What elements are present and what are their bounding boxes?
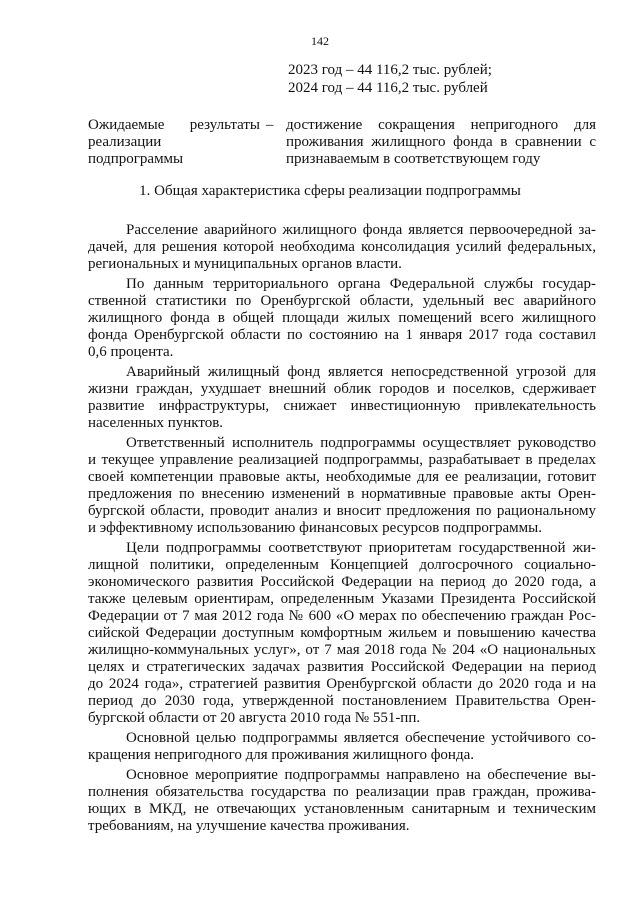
paragraph-line: Аварийный жилищный фонд является непосредственной угрозой для (126, 364, 596, 380)
paragraph-line: предложения по внесению изменений в нормативные правовые акты Орен- (88, 486, 596, 502)
expected-results-label (88, 117, 260, 168)
paragraph (88, 364, 596, 432)
paragraph-line: также целевым ориентирам, определенным Указами Президента Российской (88, 591, 596, 607)
paragraph-line: до 2024 года», стратегией развития Оренбургской области до 2020 года и на (88, 676, 596, 692)
paragraph-line: Основное мероприятие подпрограммы направлено на обеспечение вы- (126, 767, 596, 783)
paragraph-line: Расселение аварийного жилищного фонда является первоочередной за- (126, 222, 596, 238)
funding-line-2023: 2023 год – 44 116,2 тыс. рублей; (288, 62, 492, 78)
paragraph-line: населенных пунктов. (88, 415, 224, 431)
expected-results-dash: – (266, 117, 274, 133)
paragraph (88, 435, 596, 537)
paragraph (88, 222, 596, 273)
expected-results-value-line: признаваемым в соответствующем году (286, 151, 541, 167)
paragraph-line: жилищно-коммунальных услуг», от 7 мая 2018 года № 204 «О национальных (88, 642, 596, 658)
paragraph-line: жилищного фонда в общей площади жилых помещений всего жилищного (88, 310, 596, 326)
paragraph-line: дачей, для решения которой необходима консолидация усилий федеральных, (88, 239, 596, 255)
paragraph-line: полнения обязательства государства по реализации прав граждан, прожива- (88, 784, 596, 800)
expected-results-value-line: проживания жилищного фонда в сравнении с (286, 134, 596, 150)
paragraph-line: региональных и муниципальных органов власти. (88, 256, 402, 272)
paragraph-line: лищной политики, определенным Концепцией долгосрочного социально- (88, 557, 596, 573)
funding-block (288, 61, 492, 97)
paragraph-line: Ответственный исполнитель подпрограммы осуществляет руководство (126, 435, 596, 451)
funding-line-2024: 2024 год – 44 116,2 тыс. рублей (288, 80, 488, 96)
paragraph-line: ющих в МКД, не отвечающих установленным санитарным и техническим (88, 801, 596, 817)
paragraph-line: жизни граждан, ухудшает внешний облик городов и поселков, сдерживает (88, 381, 596, 397)
paragraph-line: сийской Федерации доступным комфортным жильем и повышению качества (88, 625, 596, 641)
paragraph-line: целях и стратегических задачах развития Российской Федерации на период (88, 659, 596, 675)
section-title: 1. Общая характеристика сферы реализации подпрограммы (139, 183, 521, 199)
expected-results-label-line: Ожидаемые результаты (88, 117, 260, 133)
paragraph-line: требованиям, на улучшение качества проживания. (88, 818, 410, 834)
paragraph (88, 730, 596, 764)
paragraph-line: Цели подпрограммы соответствуют приоритетам государственной жи- (126, 540, 596, 556)
paragraph-line: Федерации от 7 мая 2012 года № 600 «О мерах по обеспечению граждан Рос- (88, 608, 596, 624)
paragraph (88, 540, 596, 727)
paragraph-line: и текущее управление реализацией подпрограммы, разрабатывает в пределах (88, 452, 596, 468)
expected-results-value (286, 117, 596, 168)
paragraph-line: 0,6 процента. (88, 344, 174, 360)
paragraph-line: кращения непригодного для проживания жилищного фонда. (88, 747, 474, 763)
paragraph-line: ственной статистики по Оренбургской области, удельный вес аварийного (88, 293, 596, 309)
expected-results-value-line: достижение сокращения непригодного для (286, 117, 596, 133)
page-number: 142 (311, 34, 329, 48)
body-text (88, 222, 596, 838)
paragraph-line: развитие инфраструктуры, снижает инвестиционную привлекательность (88, 398, 596, 414)
paragraph-line: фонда Оренбургской области по состоянию на 1 января 2017 года составил (88, 327, 596, 343)
paragraph-line: экономического развития Российской Федерации на период до 2020 года, а (88, 574, 596, 590)
paragraph-line: бургской области, проводит анализ и вносит предложения по рациональному (88, 503, 596, 519)
paragraph-line: своей компетенции правовые акты, необходимые для ее реализации, готовит (88, 469, 596, 485)
paragraph (88, 767, 596, 835)
expected-results-label-line: подпрограммы (88, 151, 184, 167)
paragraph-line: Основной целью подпрограммы является обеспечение устойчивого со- (126, 730, 596, 746)
paragraph-line: период до 2030 года, утвержденной постановлением Правительства Орен- (88, 693, 596, 709)
paragraph-line: бургской области от 20 августа 2010 года № 551-пп. (88, 710, 421, 726)
paragraph-line: По данным территориального органа Федеральной службы государ- (126, 276, 596, 292)
expected-results-label-line: реализации (88, 134, 162, 150)
paragraph (88, 276, 596, 361)
paragraph-line: и эффективному использованию финансовых ресурсов подпрограммы. (88, 520, 542, 536)
